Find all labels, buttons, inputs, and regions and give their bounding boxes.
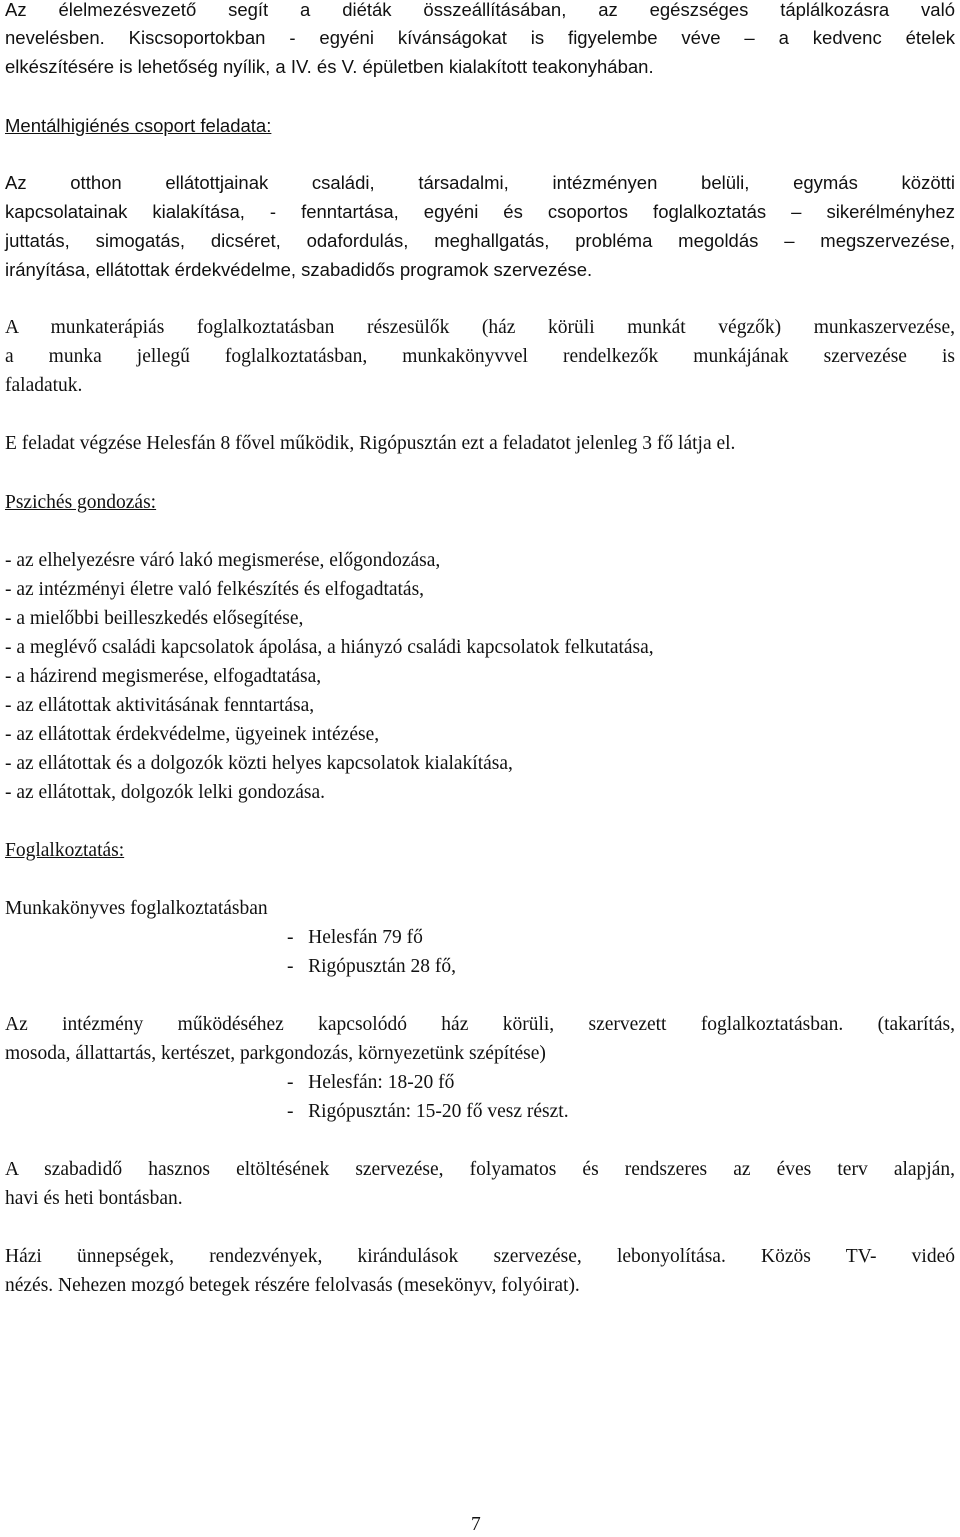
mental-para2-line-2: a munka jellegű foglalkoztatásban, munkakönyvvel rendelkezők munkájának szervezése is: [5, 346, 955, 367]
house-item-helesfa: - Helesfán: 18-20 fő: [287, 1072, 455, 1093]
workbook-item-rigopuszta: - Rigópusztán 28 fő,: [287, 956, 456, 977]
psych-item-7: - az ellátottak érdekvédelme, ügyeinek intézése,: [5, 724, 380, 745]
employment-heading: Foglalkoztatás:: [5, 840, 125, 861]
mental-para1-line-4: irányítása, ellátottak érdekvédelme, szabadidős programok szervezése.: [5, 259, 593, 280]
intro-line-3: elkészítésére is lehetőség nyílik, a IV. és V. épületben kialakított teakonyhában.: [5, 56, 654, 77]
psych-item-8: - az ellátottak és a dolgozók közti helyes kapcsolatok kialakítása,: [5, 753, 513, 774]
psych-item-9: - az ellátottak, dolgozók lelki gondozása.: [5, 782, 326, 803]
mental-para2-line-1: A munkaterápiás foglalkoztatásban részesülők (ház körüli munkát végzők) munkaszervezése,: [5, 317, 955, 338]
leisure-line-2: havi és heti bontásban.: [5, 1188, 183, 1209]
mental-para1-line-1: Az otthon ellátottjainak családi, társadalmi, intézményen belüli, egymás közötti: [5, 172, 955, 193]
intro-line-1: Az élelmezésvezető segít a diéták összeállításában, az egészséges táplálkozásra való: [5, 0, 955, 20]
psych-item-5: - a házirend megismerése, elfogadtatása,: [5, 666, 322, 687]
page-number: 7: [471, 1514, 481, 1535]
mental-para1-line-2: kapcsolatainak kialakítása, - fenntartása, egyéni és csoportos foglalkoztatás – sikerélményhez: [5, 201, 955, 222]
psych-item-1: - az elhelyezésre váró lakó megismerése, előgondozása,: [5, 550, 441, 571]
workbook-intro: Munkakönyves foglalkoztatásban: [5, 898, 268, 919]
mental-para2-line-3: faladatuk.: [5, 375, 83, 396]
house-item-rigopuszta: - Rigópusztán: 15-20 fő vesz részt.: [287, 1101, 569, 1122]
psych-heading: Pszichés gondozás:: [5, 492, 157, 513]
house-line-2: mosoda, állattartás, kertészet, parkgondozás, környezetünk szépítése): [5, 1043, 546, 1064]
mental-heading: Mentálhigiénés csoport feladata:: [5, 115, 272, 136]
leisure-line-1: A szabadidő hasznos eltöltésének szervezése, folyamatos és rendszeres az éves terv alapján,: [5, 1159, 955, 1180]
mental-para1-line-3: juttatás, simogatás, dicséret, odafordulás, meghallgatás, probléma megoldás – megszervezése,: [5, 230, 955, 251]
events-line-1: Házi ünnepségek, rendezvények, kirándulások szervezése, lebonyolítása. Közös TV- videó: [5, 1246, 955, 1267]
psych-item-2: - az intézményi életre való felkészítés és elfogadtatás,: [5, 579, 425, 600]
workbook-item-helesfa: - Helesfán 79 fő: [287, 927, 423, 948]
psych-item-6: - az ellátottak aktivitásának fenntartása,: [5, 695, 315, 716]
house-line-1: Az intézmény működéséhez kapcsolódó ház körüli, szervezett foglalkoztatásban. (takarítás,: [5, 1014, 955, 1035]
intro-line-2: nevelésben. Kiscsoportokban - egyéni kívánságokat is figyelembe véve – a kedvenc ételek: [5, 27, 955, 48]
mental-para3: E feladat végzése Helesfán 8 fővel működik, Rigópusztán ezt a feladatot jelenleg 3 fő látja el.: [5, 433, 736, 454]
events-line-2: nézés. Nehezen mozgó betegek részére felolvasás (mesekönyv, folyóirat).: [5, 1275, 580, 1296]
psych-item-4: - a meglévő családi kapcsolatok ápolása, a hiányzó családi kapcsolatok felkutatása,: [5, 637, 654, 658]
psych-item-3: - a mielőbbi beilleszkedés elősegítése,: [5, 608, 304, 629]
